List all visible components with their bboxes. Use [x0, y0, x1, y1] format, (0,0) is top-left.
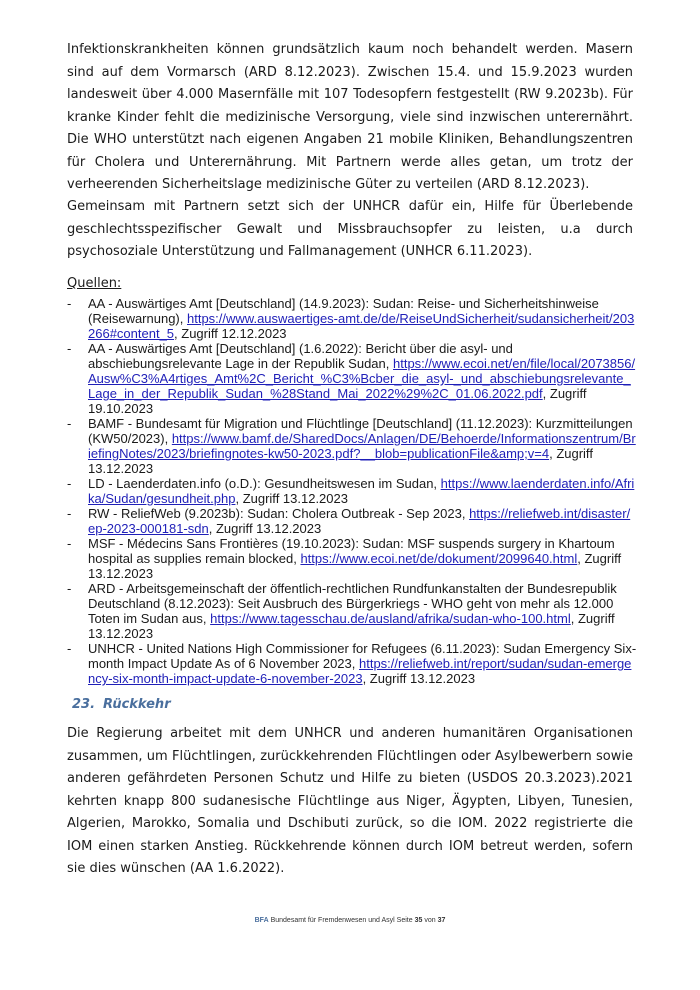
list-dash: -	[67, 581, 72, 596]
footer-org: Bundesamt für Fremdenwesen und Asyl	[270, 917, 395, 924]
source-item	[67, 416, 637, 476]
footer-page-word: Seite	[396, 917, 413, 924]
footer-page-total: 37	[437, 917, 446, 924]
sources-list	[67, 296, 637, 686]
source-link[interactable]: https://www.laenderdaten.info/Afrika/Sudan/gesundheit.php	[88, 476, 635, 506]
source-link[interactable]: https://www.ecoi.net/de/dokument/2099640.html	[300, 551, 578, 566]
source-access-date: , Zugriff 13.12.2023	[208, 521, 322, 536]
source-item	[67, 476, 637, 506]
source-link[interactable]: https://www.auswaertiges-amt.de/de/ReiseUndSicherheit/sudansicherheit/203266#content_5	[88, 311, 635, 341]
list-dash: -	[67, 296, 72, 311]
source-citation: ARD - Arbeitsgemeinschaft der öffentlich-rechtlichen Rundfunkanstalten der Bundesrepublik Deutschland (8.12.2023): Seit Ausbruch des Bürgerkriegs - WHO geht von mehr als 12.000 Toten im Sudan aus,	[88, 581, 617, 626]
page-footer	[0, 917, 700, 924]
source-access-date: , Zugriff 19.10.2023	[88, 386, 587, 416]
list-dash: -	[67, 641, 72, 656]
list-dash: -	[67, 341, 72, 356]
section-number: 23.	[72, 697, 96, 712]
source-citation: LD - Laenderdaten.info (o.D.): Gesundheitswesen im Sudan,	[88, 476, 441, 491]
source-citation: RW - ReliefWeb (9.2023b): Sudan: Cholera Outbreak - Sep 2023,	[88, 506, 470, 521]
source-item	[67, 341, 637, 416]
source-citation: UNHCR - United Nations High Commissioner for Refugees (6.11.2023): Sudan Emergency Six-month Impact Update As of 6 November 2023,	[88, 641, 637, 671]
source-access-date: , Zugriff 13.12.2023	[362, 671, 476, 686]
source-item	[67, 506, 637, 536]
body-paragraph: Gemeinsam mit Partnern setzt sich der UNHCR dafür ein, Hilfe für Überlebende geschlechtsspezifischer Gewalt und Missbrauchsopfer zu leisten, u.a durch psychosoziale Unterstützung und Fallmanagement (UNHCR 6.11.2023).	[67, 199, 633, 259]
list-dash: -	[67, 536, 72, 551]
sources-heading: Quellen:	[67, 276, 122, 291]
source-item	[67, 641, 637, 686]
source-link[interactable]: https://reliefweb.int/disaster/ep-2023-000181-sdn	[88, 506, 631, 536]
section-title: Rückkehr	[103, 697, 171, 712]
source-citation: AA - Auswärtiges Amt [Deutschland] (1.6.2022): Bericht über die asyl- und abschiebungsrelevante Lage in der Republik Sudan,	[88, 341, 513, 371]
source-access-date: , Zugriff 13.12.2023	[235, 491, 348, 506]
source-citation: MSF - Médecins Sans Frontières (19.10.2023): Sudan: MSF suspends surgery in Khartoum hospital as supplies remain blocked,	[88, 536, 615, 566]
source-citation: AA - Auswärtiges Amt [Deutschland] (14.9.2023): Sudan: Reise- und Sicherheitshinweise (Reisewarnung),	[88, 296, 599, 326]
source-citation: BAMF - Bundesamt für Migration und Flüchtlinge [Deutschland] (11.12.2023): Kurzmitteilungen (KW50/2023),	[88, 416, 633, 446]
footer-page-number: 35	[414, 917, 423, 924]
source-access-date: , Zugriff 13.12.2023	[88, 611, 615, 641]
source-access-date: , Zugriff 13.12.2023	[88, 551, 622, 581]
list-dash: -	[67, 416, 72, 431]
source-link[interactable]: https://www.ecoi.net/en/file/local/2073856/Ausw%C3%A4rtiges_Amt%2C_Bericht_%C3%Bcber_die_asyl-_und_abschiebungsrelevante_Lage_in_der_Republik_Sudan_%28Stand_Mai_2022%29%2C_01.06.2022.pdf	[88, 356, 636, 401]
source-item	[67, 296, 637, 341]
footer-of-word: von	[424, 917, 436, 924]
source-link[interactable]: https://www.tagesschau.de/ausland/afrika/sudan-who-100.html	[210, 611, 571, 626]
source-access-date: , Zugriff 12.12.2023	[174, 326, 287, 341]
list-dash: -	[67, 476, 72, 491]
body-paragraph: Die Regierung arbeitet mit dem UNHCR und anderen humanitären Organisationen zusammen, um Flüchtlingen, zurückkehrenden Flüchtlingen oder Asylbewerbern sowie anderen gefährdeten Personen Schutz und Hilfe zu bieten (USDOS 20.3.2023).2021 kehrten knapp 800 sudanesische Flüchtlinge aus Niger, Ägypten, Libyen, Tunesien, Algerien, Marokko, Somalia und Dschibuti zurück, so die IOM. 2022 registrierte die IOM einen starken Anstieg. Rückkehrende können durch IOM betreut werden, sofern sie dies wünschen (AA 1.6.2022).	[67, 726, 633, 876]
footer-brand: BFA	[254, 917, 269, 924]
body-paragraph: Infektionskrankheiten können grundsätzlich kaum noch behandelt werden. Masern sind auf dem Vormarsch (ARD 8.12.2023). Zwischen 15.4. und 15.9.2023 wurden landesweit über 4.000 Masernfälle mit 107 Todesopfern festgestellt (RW 9.2023b). Für kranke Kinder fehlt die medizinische Versorgung, viele sind inzwischen unterernährt. Die WHO unterstützt nach eigenen Angaben 21 mobile Kliniken, Behandlungszentren für Cholera und Unterernährung. Mit Partnern werde alles getan, um trotz der verheerenden Sicherheitslage medizinische Güter zu verteilen (ARD 8.12.2023).	[67, 42, 633, 192]
source-access-date: , Zugriff 13.12.2023	[88, 446, 593, 476]
section-heading	[72, 697, 171, 713]
list-dash: -	[67, 506, 72, 521]
source-item	[67, 581, 637, 641]
source-item	[67, 536, 637, 581]
source-link[interactable]: https://www.bamf.de/SharedDocs/Anlagen/DE/Behoerde/Informationszentrum/BriefingNotes/2023/briefingnotes-kw50-2023.pdf?__blob=publicationFile&amp;v=4	[88, 431, 636, 461]
source-link[interactable]: https://reliefweb.int/report/sudan/sudan-emergency-six-month-impact-update-6-november-2023	[88, 656, 632, 686]
